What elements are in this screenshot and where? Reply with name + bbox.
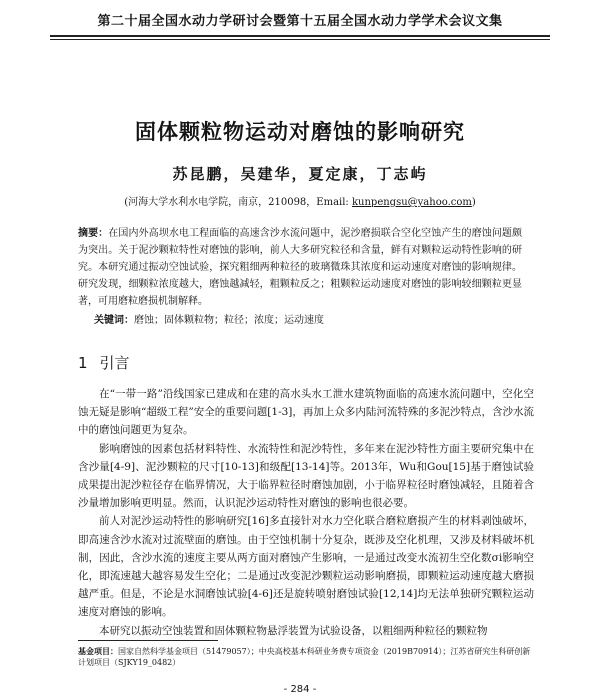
abstract-text: 在国内外高坝水电工程面临的高速含沙水流问题中，泥沙磨损联合空化空蚀产生的磨蚀问题颇为突出。关于泥沙颗粒特性对磨蚀的影响，前人大多研究粒径和含量，鲜有对颗粒运动特性影响的研究。本研究通过振动空蚀试验，探究粗细两种粒径的玻璃微珠其浓度和运动速度对磨蚀的影响规律。研究发现，细颗粒浓度越大，磨蚀越减轻，粗颗粒反之；粗颗粒运动速度对磨蚀的影响较细颗粒更显著，可用磨粒磨损机制解释。 [78, 228, 523, 307]
footnote-divider [78, 640, 218, 641]
affiliation-close: ) [471, 197, 476, 208]
keywords-label: 关键词： [94, 315, 134, 326]
keywords [94, 311, 522, 326]
paper-title: 固体颗粒物运动对磨蚀的影响研究 [135, 120, 465, 144]
funding-footnote [78, 646, 534, 668]
paragraph: 影响磨蚀的因素包括材料特性、水流特性和泥沙特性，多年来在泥沙特性方面主要研究集中在含沙量[4-9]、泥沙颗粒的尺寸[10-13]和级配[13-14]等。2013年，Wu和Gou[15]基于磨蚀试验成果提出泥沙粒径存在临界情况，大于临界粒径时磨蚀加剧，小于临界粒径时磨蚀减轻，且随着含沙量增加影响更明显。然而，认识泥沙运动特性对磨蚀的影响也很必要。 [78, 442, 534, 510]
paragraph: 在“一带一路”沿线国家已建成和在建的高水头水工泄水建筑物面临的高速水流问题中，空化空蚀无疑是影响“超级工程”安全的重要问题[1-3]，再加上众多内陆河流特殊的多泥沙特点，含沙水流中的磨蚀问题更为复杂。 [78, 388, 534, 437]
page-number: - 284 - [283, 684, 317, 695]
abstract [78, 225, 522, 310]
paragraph: 前人对泥沙运动特性的影响研究[16]多直接针对水力空化联合磨粒磨损产生的材料剥蚀破坏，即高速含沙水流对过流壁面的磨蚀。由于空蚀机制十分复杂，既涉及空化机理，又涉及材料破坏机制，因此，含沙水流的速度主要从两方面对磨蚀产生影响，一是通过改变水流初生空化数σi影响空化，即流速越大越容易发生空化；二是通过改变泥沙颗粒运动影响磨损，即颗粒运动速度越大磨损越严重。但是，不论是水洞磨蚀试验[4-6]还是旋转喷射磨蚀试验[12,14]均无法单独研究颗粒运动速度对磨蚀的影响。 [78, 515, 534, 619]
paragraph: 本研究以振动空蚀装置和固体颗粒物悬浮装置为试验设备，以粗细两种粒径的颗粒物 [99, 624, 488, 637]
author-email-link[interactable]: kunpengsu@yahoo.com [351, 197, 472, 208]
affiliation [0, 193, 600, 208]
section-heading [78, 352, 130, 373]
affiliation-text: (河海大学水利水电学院，南京，210098，Email: [124, 197, 352, 208]
footnote-label: 基金项目： [78, 646, 118, 656]
keywords-text: 磨蚀；固体颗粒物；粒径；浓度；运动速度 [134, 315, 324, 326]
section-number: 1 [78, 354, 88, 372]
author-list: 苏昆鹏，吴建华，夏定康，丁志屿 [172, 165, 428, 183]
abstract-label: 摘要： [78, 228, 109, 239]
section-title: 引言 [99, 354, 130, 372]
running-head: 第二十届全国水动力学研讨会暨第十五届全国水动力学学术会议文集 [50, 10, 550, 37]
footnote-text: 国家自然科学基金项目（51479057）；中央高校基本科研业务费专项资金（2019B70914）；江苏省研究生科研创新计划项目（SJKY19_0482） [78, 647, 531, 667]
body-text [78, 385, 534, 640]
